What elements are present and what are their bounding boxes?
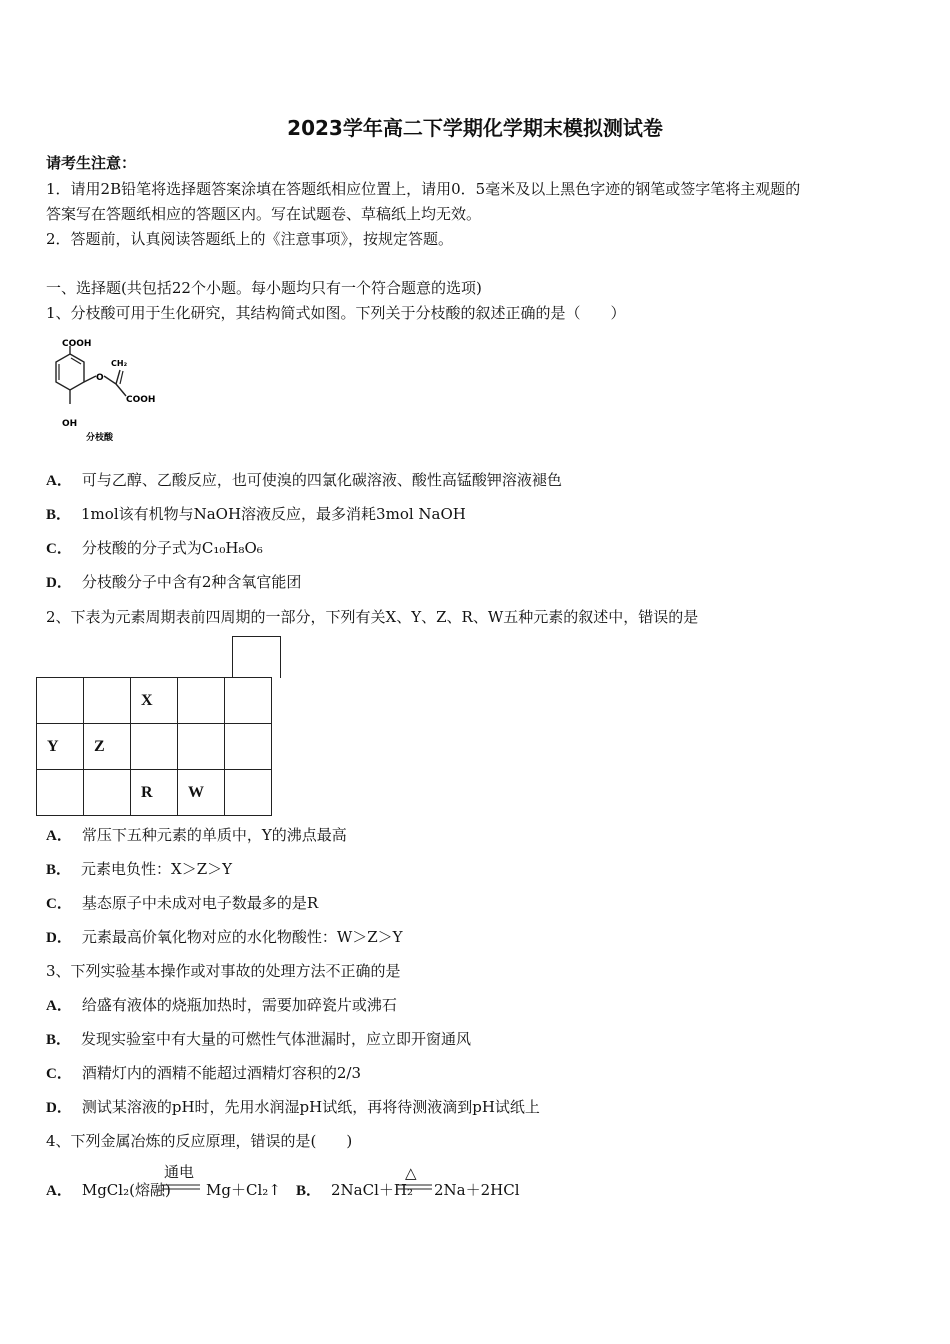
option-label: B． bbox=[46, 1032, 72, 1048]
pt-cell-r: R bbox=[131, 770, 178, 816]
option-label: B． bbox=[296, 1183, 322, 1199]
q1-option-c: C． 分枝酸的分子式为C₁₀H₈O₆ bbox=[46, 539, 263, 557]
option-label: A． bbox=[46, 998, 72, 1014]
periodic-table-fragment bbox=[36, 677, 272, 816]
pt-cell bbox=[37, 770, 84, 816]
pt-cell bbox=[178, 724, 225, 770]
section-heading: 一、选择题(共包括22个小题。每小题均只有一个符合题意的选项) bbox=[46, 279, 482, 297]
notice-item-1-cont: 答案写在答题纸相应的答题区内。写在试题卷、草稿纸上均无效。 bbox=[46, 205, 482, 223]
pt-cell bbox=[225, 770, 272, 816]
q4-b-condition: △ bbox=[405, 1164, 417, 1182]
pt-cell bbox=[225, 678, 272, 724]
q2-option-a: A． 常压下五种元素的单质中，Y的沸点最高 bbox=[46, 826, 347, 844]
equals-sign-icon bbox=[398, 1184, 432, 1192]
q3-option-d: D． 测试某溶液的pH时，先用水润湿pH试纸，再将待测液滴到pH试纸上 bbox=[46, 1098, 540, 1116]
pt-cell-x: X bbox=[131, 678, 178, 724]
mol-caption: 分枝酸 bbox=[86, 433, 114, 443]
pt-cell bbox=[225, 724, 272, 770]
option-label: C． bbox=[46, 1066, 72, 1082]
q4-b-products: 2Na＋2HCl bbox=[434, 1181, 520, 1199]
option-label: D． bbox=[46, 575, 72, 591]
notice-heading: 请考生注意： bbox=[46, 154, 137, 172]
pt-cell bbox=[37, 678, 84, 724]
q1-option-d: D． 分枝酸分子中含有2种含氧官能团 bbox=[46, 573, 302, 591]
q1-stem: 1、分枝酸可用于生化研究，其结构简式如图。下列关于分枝酸的叙述正确的是（ ） bbox=[46, 304, 626, 322]
pt-cell bbox=[84, 678, 131, 724]
q4-a-products: Mg＋Cl₂↑ bbox=[206, 1181, 281, 1199]
q4-option-b bbox=[296, 1179, 413, 1200]
q1-option-b: B． 1mol该有机物与NaOH溶液反应，最多消耗3mol NaOH bbox=[46, 505, 466, 523]
option-label: A． bbox=[46, 828, 72, 844]
notice-item-1: 1．请用2B铅笔将选择题答案涂填在答题纸相应位置上，请用0．5毫米及以上黑色字迹的钢笔或签字笔将主观题的 bbox=[46, 180, 801, 198]
equals-sign-icon bbox=[162, 1184, 200, 1192]
q4-a-reactants: MgCl₂(熔融) bbox=[81, 1181, 171, 1199]
mol-ch2: CH₂ bbox=[111, 359, 128, 368]
mol-o: O bbox=[96, 373, 104, 383]
periodic-table-top-cell bbox=[232, 636, 281, 678]
mol-oh: OH bbox=[62, 419, 78, 429]
q2-stem: 2、下表为元素周期表前四周期的一部分，下列有关X、Y、Z、R、W五种元素的叙述中，错误的是 bbox=[46, 608, 699, 626]
q2-option-c: C． 基态原子中未成对电子数最多的是R bbox=[46, 894, 319, 912]
q4-a-condition: 通电 bbox=[164, 1163, 195, 1181]
q4-stem: 4、下列金属冶炼的反应原理，错误的是( ) bbox=[46, 1132, 353, 1150]
q3-option-a: A． 给盛有液体的烧瓶加热时，需要加碎瓷片或沸石 bbox=[46, 996, 397, 1014]
mol-cooh-top: COOH bbox=[62, 339, 92, 349]
pt-cell bbox=[178, 678, 225, 724]
q3-option-b: B． 发现实验室中有大量的可燃性气体泄漏时，应立即开窗通风 bbox=[46, 1030, 472, 1048]
option-label: D． bbox=[46, 930, 72, 946]
option-label: B． bbox=[46, 862, 72, 878]
q4-b-reactants: 2NaCl＋H₂ bbox=[331, 1181, 413, 1199]
q4-option-a bbox=[46, 1179, 171, 1200]
pt-cell-y: Y bbox=[37, 724, 84, 770]
option-label: C． bbox=[46, 896, 72, 912]
q2-option-d: D． 元素最高价氧化物对应的水化物酸性：W＞Z＞Y bbox=[46, 928, 403, 946]
option-label: D． bbox=[46, 1100, 72, 1116]
q1-option-a: A． 可与乙醇、乙酸反应，也可使溴的四氯化碳溶液、酸性高锰酸钾溶液褪色 bbox=[46, 471, 562, 489]
option-label: A． bbox=[46, 473, 72, 489]
option-label: B． bbox=[46, 507, 72, 523]
option-label: A． bbox=[46, 1183, 72, 1199]
chorismic-acid-structure bbox=[40, 336, 180, 448]
mol-cooh-right: COOH bbox=[126, 395, 156, 405]
pt-cell bbox=[131, 724, 178, 770]
option-label: C． bbox=[46, 541, 72, 557]
pt-cell bbox=[84, 770, 131, 816]
q3-option-c: C． 酒精灯内的酒精不能超过酒精灯容积的2/3 bbox=[46, 1064, 361, 1082]
q3-stem: 3、下列实验基本操作或对事故的处理方法不正确的是 bbox=[46, 962, 401, 980]
page-title: 2023学年高二下学期化学期末模拟测试卷 bbox=[287, 116, 663, 140]
pt-cell-w: W bbox=[178, 770, 225, 816]
q2-option-b: B． 元素电负性：X＞Z＞Y bbox=[46, 860, 233, 878]
notice-item-2: 2．答题前，认真阅读答题纸上的《注意事项》，按规定答题。 bbox=[46, 230, 454, 248]
pt-cell-z: Z bbox=[84, 724, 131, 770]
